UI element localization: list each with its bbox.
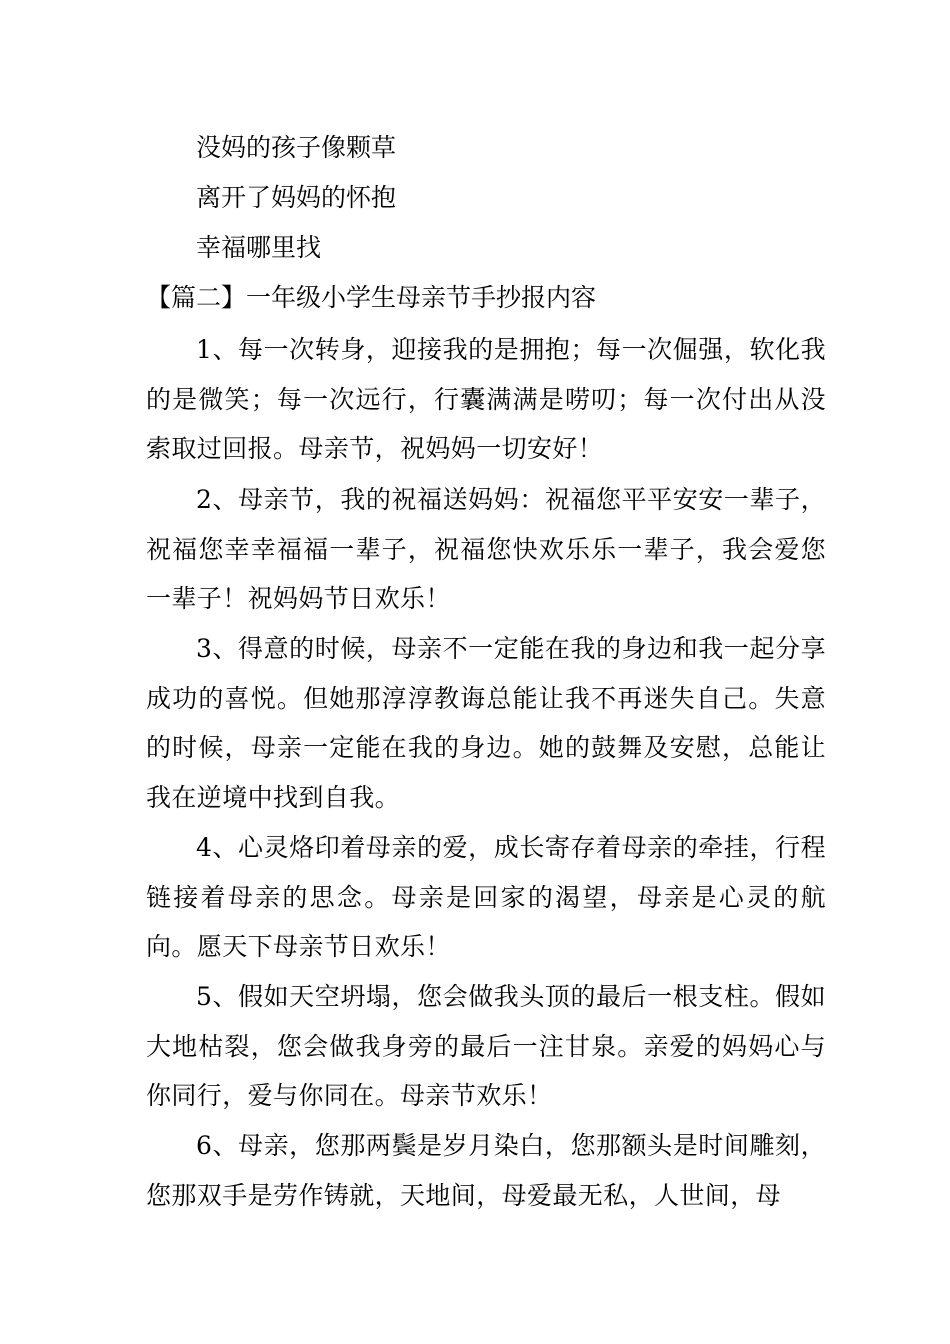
paragraph-1: 1、每一次转身，迎接我的是拥抱；每一次倔强，软化我的是微笑；每一次远行，行囊满满是唠叨；每一次付出从没索取过回报。母亲节，祝妈妈一切安好！ [146, 335, 826, 464]
paragraph-3: 3、得意的时候，母亲不一定能在我的身边和我一起分享成功的喜悦。但她那淳淳教诲总能让我不再迷失自己。失意的时候，母亲一定能在我的身边。她的鼓舞及安慰，总能让我在逆境中找到自我。 [146, 634, 826, 813]
poem-line-2: 离开了妈妈的怀抱 [196, 183, 397, 212]
section-heading: 【篇二】一年级小学生母亲节手抄报内容 [146, 283, 597, 312]
poem-line-1: 没妈的孩子像颗草 [196, 133, 397, 162]
paragraph-6: 6、母亲，您那两鬓是岁月染白，您那额头是时间雕刻，您那双手是劳作铸就，天地间，母爱最无私，人世间，母 [146, 1131, 826, 1210]
poem-line-3: 幸福哪里找 [196, 233, 322, 262]
paragraph-5: 5、假如天空坍塌，您会做我头顶的最后一根支柱。假如大地枯裂，您会做我身旁的最后一注甘泉。亲爱的妈妈心与你同行，爱与你同在。母亲节欢乐！ [146, 982, 826, 1111]
paragraph-2: 2、母亲节，我的祝福送妈妈：祝福您平平安安一辈子，祝福您幸幸福福一辈子，祝福您快欢乐乐一辈子，我会爱您一辈子！祝妈妈节日欢乐！ [146, 485, 826, 614]
paragraph-4: 4、心灵烙印着母亲的爱，成长寄存着母亲的牵挂，行程链接着母亲的思念。母亲是回家的渴望，母亲是心灵的航向。愿天下母亲节日欢乐！ [146, 833, 826, 962]
